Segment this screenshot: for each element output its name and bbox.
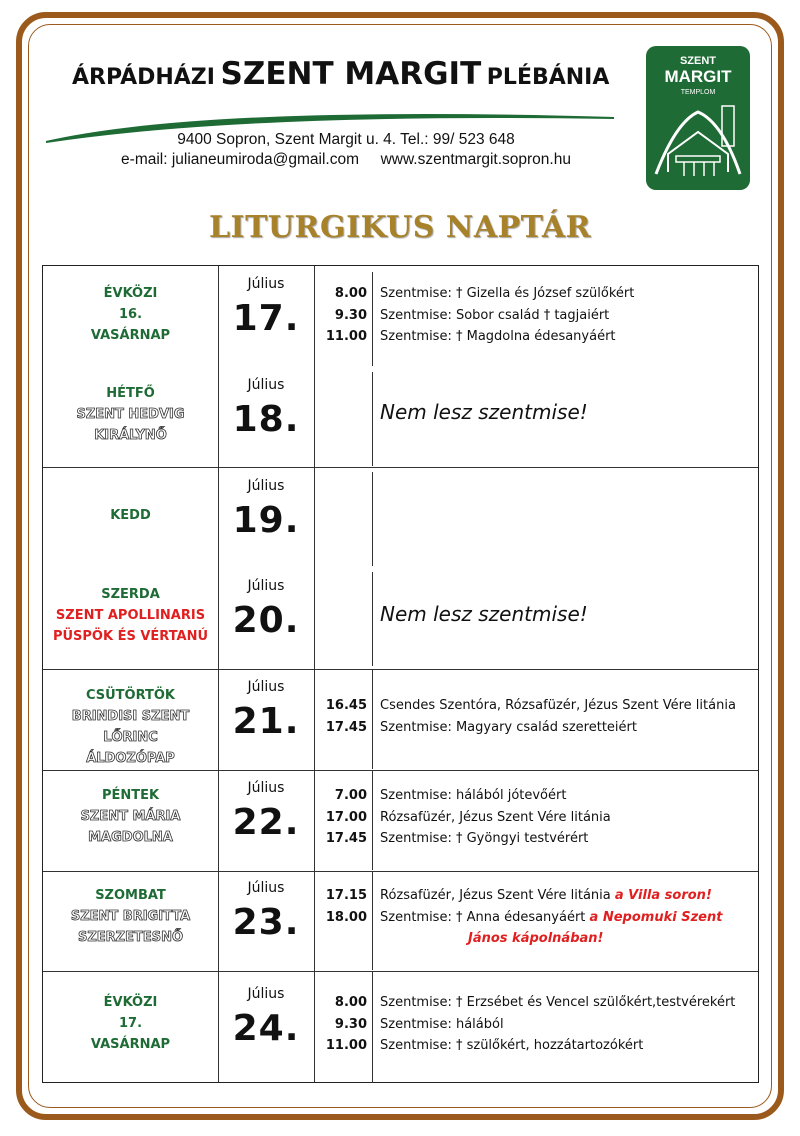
time-divider bbox=[372, 472, 373, 566]
time-divider bbox=[372, 871, 373, 970]
contact-line bbox=[0, 151, 692, 169]
location-note: a Villa soron! bbox=[614, 888, 712, 903]
day-label-20: SZERDA SZENT APOLLINARIS PÜSPÖK ÉS VÉRTANÚ bbox=[52, 587, 209, 644]
row-divider bbox=[43, 871, 758, 872]
day-number-21: 21. bbox=[232, 701, 300, 742]
time-divider bbox=[372, 372, 373, 466]
address: 9400 Sopron, Szent Margit u. 4. Tel.: 99/ 523 648 bbox=[177, 131, 515, 148]
month-label: Július bbox=[247, 986, 285, 1002]
svg-text:TEMPLOM: TEMPLOM bbox=[680, 89, 716, 96]
month-label: Július bbox=[247, 578, 285, 594]
parish-title: ÁRPÁDHÁZI SZENT MARGIT PLÉBÁNIA bbox=[72, 56, 610, 92]
day-label-19: KEDD bbox=[110, 508, 151, 523]
mass-times-24: 8.00 9.30 11.00 bbox=[325, 995, 367, 1053]
time-divider bbox=[372, 770, 373, 870]
no-mass-notice: Nem lesz szentmise! bbox=[380, 400, 588, 424]
day-number-18: 18. bbox=[232, 399, 300, 440]
day-label-24: ÉVKÖZI 17. VASÁRNAP bbox=[90, 995, 171, 1052]
calendar-title: LITURGIKUS NAPTÁR bbox=[208, 210, 592, 245]
events-22: Szentmise: hálából jótevőért Rózsafüzér, Jézus Szent Vére litánia Szentmise: † Gyöngyi testvérért bbox=[380, 788, 611, 846]
time-divider bbox=[372, 971, 373, 1083]
mass-times-21: 16.45 17.45 bbox=[325, 698, 367, 735]
row-divider bbox=[43, 971, 758, 972]
month-label: Július bbox=[247, 276, 285, 292]
day-label-23: SZOMBAT SZENT BRIGITTA SZERZETESNŐ bbox=[70, 888, 191, 945]
day-label-22: PÉNTEK SZENT MÁRIA MAGDOLNA bbox=[80, 788, 181, 845]
events-21: Csendes Szentóra, Rózsafüzér, Jézus Szent Vére litánia Szentmise: Magyary család szeretteiért bbox=[380, 698, 736, 735]
month-label: Július bbox=[247, 780, 285, 796]
day-label-21: CSÜTÖRTÖK BRINDISI SZENT LŐRINC ÁLDOZÓPAP bbox=[71, 688, 190, 766]
schedule-table bbox=[42, 265, 759, 1083]
no-mass-notice: Nem lesz szentmise! bbox=[380, 602, 588, 626]
day-number-20: 20. bbox=[232, 600, 300, 641]
day-number-23: 23. bbox=[232, 902, 300, 943]
row-divider bbox=[43, 669, 758, 670]
location-note: a Nepomuki Szent bbox=[589, 909, 723, 925]
parish-logo bbox=[646, 46, 750, 190]
day-label-17: ÉVKÖZI 16. VASÁRNAP bbox=[90, 286, 171, 343]
month-label: Július bbox=[247, 880, 285, 896]
month-label: Július bbox=[247, 679, 285, 695]
website: www.szentmargit.sopron.hu bbox=[380, 151, 571, 168]
time-divider bbox=[372, 572, 373, 666]
column-divider bbox=[314, 266, 315, 1082]
day-label-18: HÉTFŐ SZENT HEDVIG KIRÁLYNŐ bbox=[76, 386, 185, 443]
time-divider bbox=[372, 669, 373, 769]
location-note: János kápolnában! bbox=[468, 931, 604, 946]
time-divider bbox=[372, 272, 373, 366]
events-23: Rózsafüzér, Jézus Szent Vére litánia a Villa soron! Szentmise: † Anna édesanyáért a Nepomuki Szent János kápolnában! bbox=[380, 888, 723, 946]
day-number-24: 24. bbox=[232, 1008, 300, 1049]
mass-times-17: 8.00 9.30 11.00 bbox=[325, 286, 367, 344]
row-divider bbox=[43, 770, 758, 771]
row-divider bbox=[43, 467, 758, 468]
day-number-17: 17. bbox=[232, 298, 300, 339]
church-logo-icon bbox=[646, 46, 750, 190]
events-17: Szentmise: † Gizella és József szülőkért Szentmise: Sobor család † tagjaiért Szentmise: † Magdolna édesanyáért bbox=[380, 286, 635, 344]
mass-times-22: 7.00 17.00 17.45 bbox=[325, 788, 367, 846]
events-24: Szentmise: † Erzsébet és Vencel szülőkért,testvérekért Szentmise: hálából Szentmise: † szülőkért, hozzátartozókért bbox=[380, 995, 736, 1053]
day-number-19: 19. bbox=[232, 500, 300, 541]
day-number-22: 22. bbox=[232, 802, 300, 843]
svg-text:SZENT: SZENT bbox=[679, 55, 717, 67]
month-label: Július bbox=[247, 377, 285, 393]
svg-text:MARGIT: MARGIT bbox=[664, 67, 732, 86]
email: e-mail: julianeumiroda@gmail.com bbox=[121, 151, 360, 168]
mass-times-23: 17.15 18.00 bbox=[325, 888, 367, 925]
month-label: Július bbox=[247, 478, 285, 494]
